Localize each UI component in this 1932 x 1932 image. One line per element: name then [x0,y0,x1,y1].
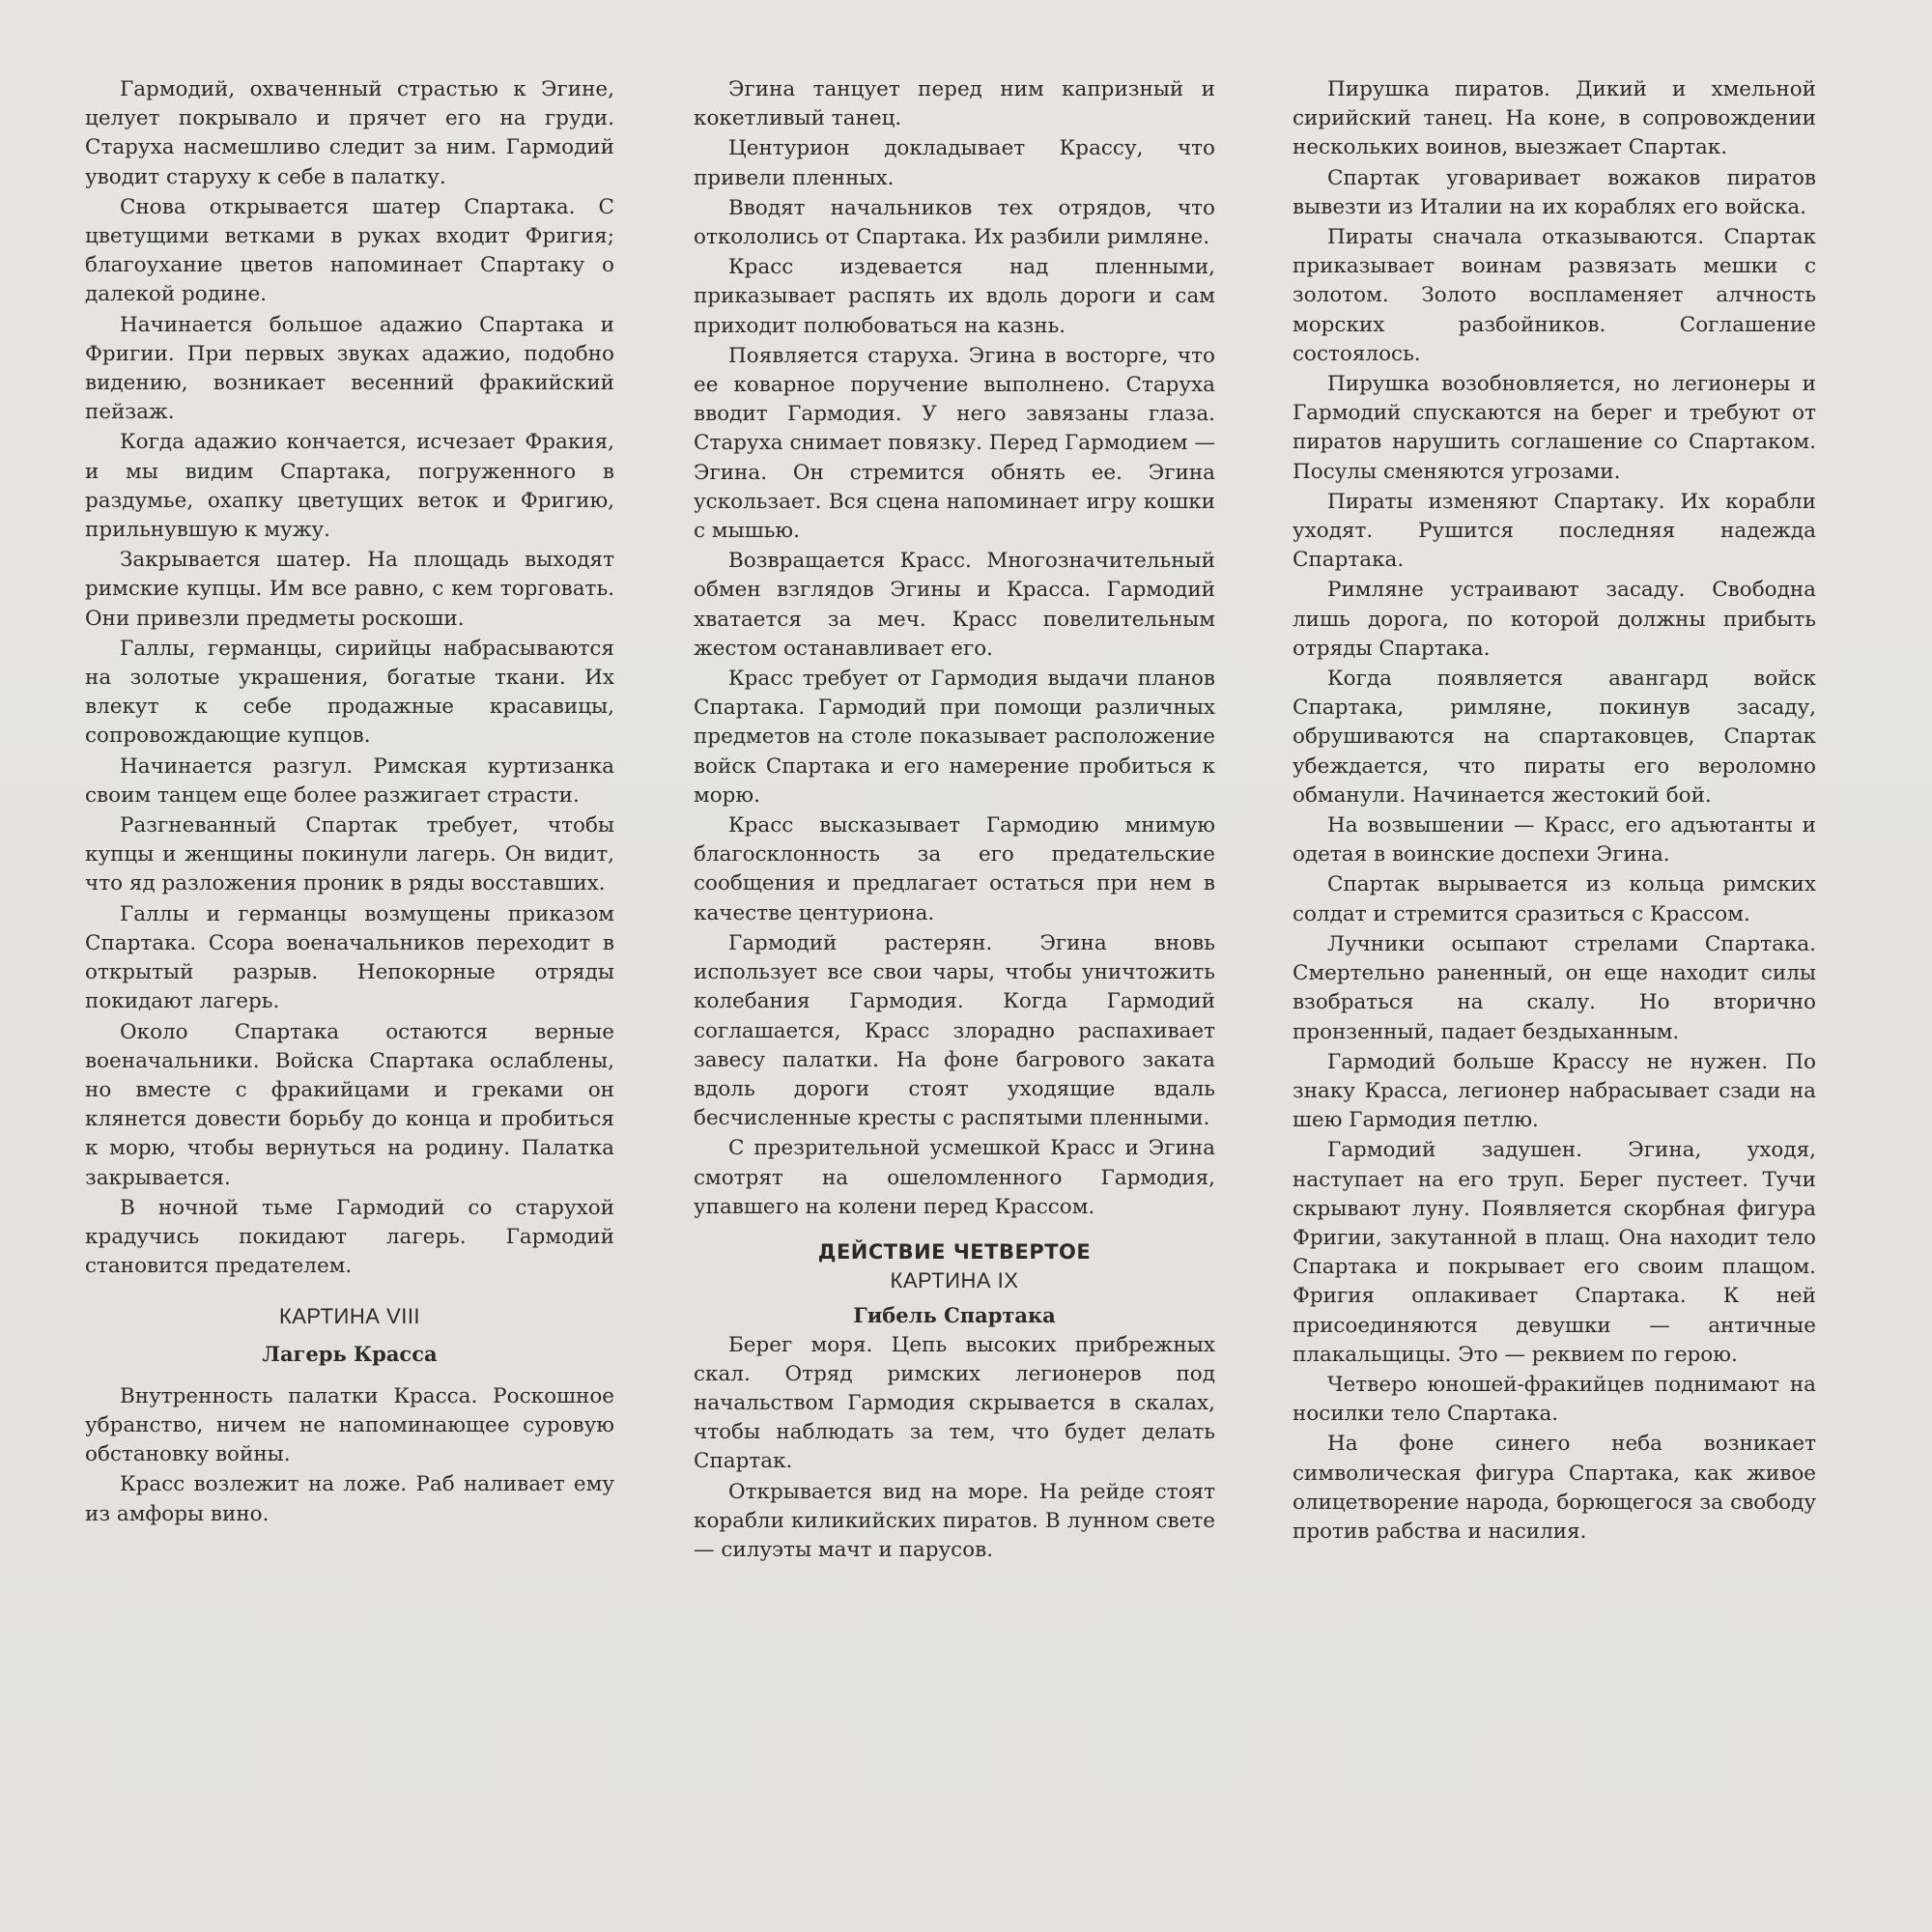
paragraph: Галлы и германцы возмущены приказом Спартака. Ссора военачальников переходит в открытый разрыв. Непокорные отряды покидают лагерь. [85,901,614,1014]
paragraph: Открывается вид на море. На рейде стоят корабли киликийских пиратов. В лунном свете — силуэты мачт и парусов. [694,1479,1215,1562]
text-column-2 [694,75,1215,1565]
paragraph: Гармодий, охваченный страстью к Эгине, целует покрывало и прячет его на груди. Старуха насмешливо следит за ним. Гармодий уводит старуху к себе в палатку. [85,77,614,189]
paragraph: Спартак уговаривает вожаков пиратов вывезти из Италии на их кораблях его войска. [1293,165,1816,219]
paragraph: Начинается большое адажио Спартака и Фригии. При первых звуках адажио, подобно видению, возникает весенний фракийский пейзаж. [85,312,614,425]
scene-heading: КАРТИНА VIII [278,1304,421,1329]
paragraph: Четверо юношей-фракийцев поднимают на носилки тело Спартака. [1293,1372,1816,1427]
paragraph: Когда появляется авангард войск Спартака, римляне, покинув засаду, обрушиваются на спартаковцев, Спартак убеждается, что пираты его вероломно обманули. Начинается жестокий бой. [1293,667,1816,808]
paragraph: Вводят начальников тех отрядов, что откололись от Спартака. Их разбили римляне. [694,195,1215,250]
paragraph: Пираты сначала отказываются. Спартак приказывает воинам развязать мешки с золотом. Золото воспламеняет алчность морских разбойников. Соглашение состоялось. [1293,225,1816,366]
paragraph: Пирушка возобновляется, но легионеры и Гармодий спускаются на берег и требуют от пиратов нарушить соглашение со Спартаком. Посулы сменяются угрозами. [1293,372,1816,484]
paragraph: Красс высказывает Гармодию мнимую благосклонность за его предательские сообщения и предлагает остаться при нем в качестве центуриона. [694,813,1215,925]
paragraph: Гармодий задушен. Эгина, уходя, наступает на его труп. Берег пустеет. Тучи скрывают луну. Появляется скорбная фигура Фригии, закутанной в плащ. Она находит тело Спартака и покрывает его своим плащом. Фригия оплакивает Спартака. К ней присоединяются девушки — античные плакальщицы. Это — реквием по герою. [1293,1138,1816,1367]
paragraph: Красс требует от Гармодия выдачи планов Спартака. Гармодий при помощи различных предметов на столе показывает расположение войск Спартака и его намерение пробиться к морю. [694,667,1215,808]
scene-title: Гибель Спартака [853,1303,1056,1328]
paragraph: Спартак вырывается из кольца римских солдат и стремится сразиться с Крассом. [1293,872,1816,926]
act-heading: ДЕЙСТВИЕ ЧЕТВЕРТОЕ [817,1239,1092,1264]
paragraph: Разгневанный Спартак требует, чтобы купцы и женщины покинули лагерь. Он видит, что яд разложения проник в ряды восставших. [85,813,614,896]
paragraph: Центурион докладывает Крассу, что привели пленных. [694,136,1215,190]
paragraph: Пирушка пиратов. Дикий и хмельной сирийский танец. На коне, в сопровождении нескольких воинов, выезжает Спартак. [1293,77,1816,160]
paragraph: Красс издевается над пленными, приказывает распять их вдоль дороги и сам приходит полюбоваться на казнь. [694,255,1215,338]
paragraph: На фоне синего неба возникает символическая фигура Спартака, как живое олицетворение народа, борющегося за свободу против рабства и насилия. [1293,1432,1816,1544]
paragraph: В ночной тьме Гармодий со старухой крадучись покидают лагерь. Гармодий становится предателем. [85,1195,614,1279]
paragraph: Появляется старуха. Эгина в восторге, что ее коварное поручение выполнено. Старуха вводит Гармодия. У него завязаны глаза. Старуха снимает повязку. Перед Гармодием — Эгина. Он стремится обнять ее. Эгина ускользает. Вся сцена напоминает игру кошки с мышью. [694,343,1215,544]
paragraph: Начинается разгул. Римская куртизанка своим танцем еще более разжигает страсти. [85,753,614,808]
paragraph: С презрительной усмешкой Красс и Эгина смотрят на ошеломленного Гармодия, упавшего на колени перед Крассом. [694,1136,1215,1219]
paragraph: Лучники осыпают стрелами Спартака. Смертельно раненный, он еще находит силы взобраться на скалу. Но вторично пронзенный, падает бездыханным. [1293,931,1816,1044]
paragraph: Около Спартака остаются верные военачальники. Войска Спартака ослаблены, но вместе с фракийцами и греками он клянется довести борьбу до конца и пробиться к морю, чтобы вернуться на родину. Палатка закрывается. [85,1019,614,1190]
paragraph: Эгина танцует перед ним капризный и кокетливый танец. [694,77,1215,131]
scene-heading: КАРТИНА IX [890,1268,1019,1293]
paragraph: Снова открывается шатер Спартака. С цветущими ветками в руках входит Фригия; благоухание цветов напоминает Спартаку о далекой родине. [85,194,614,307]
text-column-3 [1293,75,1816,1547]
paragraph: Берег моря. Цепь высоких прибрежных скал. Отряд римских легионеров под начальством Гармодия скрывается в скалах, чтобы наблюдать за тем, что будет делать Спартак. [694,1332,1215,1474]
scene-title: Лагерь Красса [262,1341,438,1366]
paragraph: Внутренность палатки Красса. Роскошное убранство, ничем не напоминающее суровую обстановку войны. [85,1383,614,1467]
paragraph: Галлы, германцы, сирийцы набрасываются на золотые украшения, богатые ткани. Их влекут к себе продажные красавицы, сопровождающие купцов. [85,636,614,749]
text-column-1 [85,75,614,1529]
paragraph: Пираты изменяют Спартаку. Их корабли уходят. Рушится последняя надежда Спартака. [1293,489,1816,573]
paragraph: На возвышении — Красс, его адъютанты и одетая в воинские доспехи Эгина. [1293,813,1816,867]
paragraph: Возвращается Красс. Многозначительный обмен взглядов Эгины и Красса. Гармодий хватается за меч. Красс повелительным жестом останавливает его. [694,549,1215,661]
paragraph: Когда адажио кончается, исчезает Фракия, и мы видим Спартака, погруженного в раздумье, охапку цветущих веток и Фригию, прильнувшую к мужу. [85,430,614,543]
paragraph: Гармодий больше Крассу не нужен. По знаку Красса, легионер набрасывает сзади на шею Гармодия петлю. [1293,1049,1816,1133]
paragraph: Закрывается шатер. На площадь выходят римские купцы. Им все равно, с кем торговать. Они привезли предметы роскоши. [85,548,614,631]
paragraph: Гармодий растерян. Эгина вновь использует все свои чары, чтобы уничтожить колебания Гармодия. Когда Гармодий соглашается, Красс злорадно распахивает завесу палатки. На фоне багрового заката вдоль дороги стоят уходящие вдаль бесчисленные кресты с распятыми пленными. [694,930,1215,1131]
paragraph: Красс возлежит на ложе. Раб наливает ему из амфоры вино. [85,1472,614,1526]
paragraph: Римляне устраивают засаду. Свободна лишь дорога, по которой должны прибыть отряды Спартака. [1293,578,1816,661]
